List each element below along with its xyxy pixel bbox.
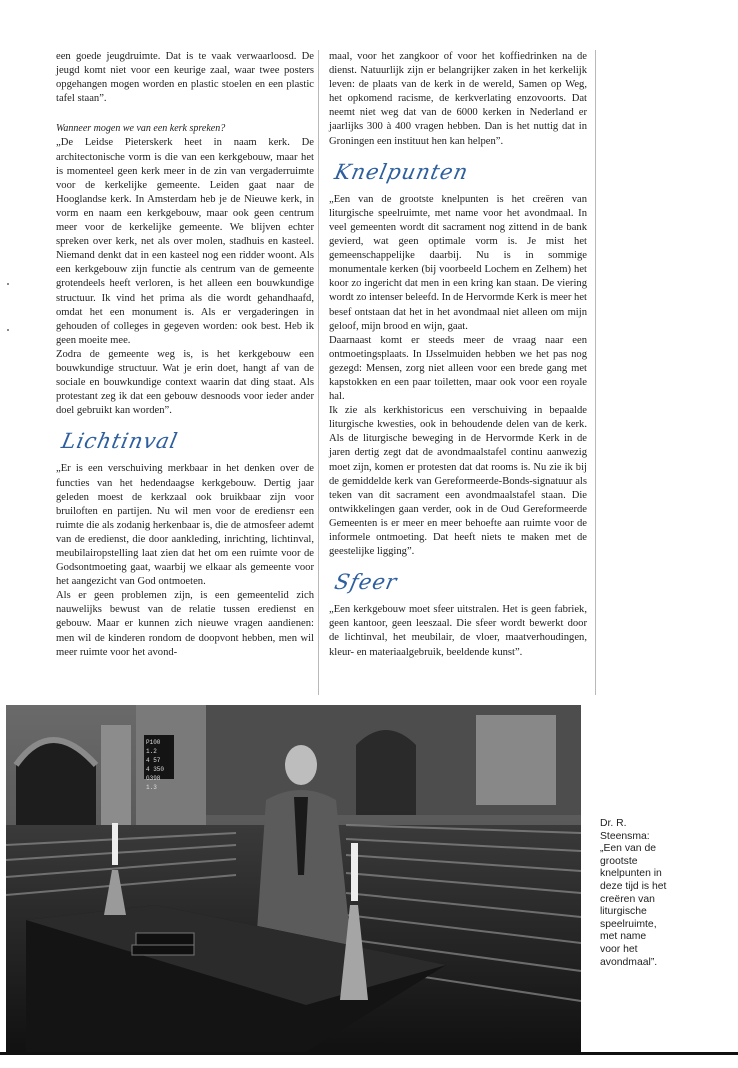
paragraph: „Er is een verschuiving merkbaar in het denken over de functies van het hedendaagse kerkgebouw. Dertig jaar geleden moest de kerkzaal ook bruikbaar zijn voor bruiloften en partijen. Nu wil men voor de erediensт een ruimte die als zodanig herkenbaar is, die de atmosfeer ademt van de eredienst, die door aankleding, inrichting, lichtinval, meubilairopstelling laat zien dat het om een ruimte voor de Godsontmoeting gaat, waarbij we elkaar als gemeente voor het aangezicht van God ontmoeten.	[56, 463, 314, 588]
bottom-rule	[0, 1052, 738, 1055]
paragraph: Ik zie als kerkhistoricus een verschuiving in bepaalde liturgische kwesties, ook in behoudende delen van de kerk. Als de liturgische beweging in de Hervormde Kerk in de jaren dertig zegt dat de avondmaalstafel continu aanwezig moet zijn, komen er protesten dat dat rooms is. Nu zie ik bij de gemiddelde kerk van Gereformeerde-Bonds-signatuur als teken van dit sacrament een avondmaalstafel staan. Die ontwikkelingen gaan verder, ook in de Oud Gereformeerde Gemeenten is er meer en meer behoefte aan ruimte voor de informele ontmoeting. Dat heeft niets te maken met de geestelijke ligging”.	[329, 405, 587, 558]
man-figure	[285, 745, 317, 785]
hymn-number: G398 1.3	[146, 775, 161, 791]
paragraph: een goede jeugdruimte. Dat is te vaak verwaarloosd. De jeugd komt niet voor een keurige zaal, waar twee posters opgehangen mogen worden en plastic stoelen en een plastic tafel staan”.	[56, 51, 314, 105]
hymn-number: 4 350	[146, 766, 165, 773]
column-divider	[318, 50, 319, 695]
photo-caption: Dr. R. Steensma: „Een van de grootste knelpunten in deze tijd is het creëren van liturgische speelruimte, met name voor het avondmaal”.	[600, 818, 667, 968]
question-heading: Wanneer mogen we van een kerk spreken?	[56, 123, 226, 135]
candle	[351, 843, 358, 901]
left-column	[56, 50, 314, 660]
candle	[112, 823, 118, 865]
hymn-board-numbers	[146, 738, 174, 792]
paragraph: „De Leidse Pieterskerk heet in naam kerk. De architectonische vorm is die van een kerkgebouw, maar het is momenteel geen kerk meer in de zin van vergaderruimte voor de kerkelijke gemeente. Leiden gaat naar de Hooglandse kerk. In Amsterdam heb je de Nieuwe kerk, in vorm en naam een kerkgebouw, maar ook geen centrum meer voor de kerkelijke gemeente. We blijven echter spreken over kerk, net als over molen, stadhuis en kasteel. Niemand denkt dat in een kasteel nog een ridder woont. Als een kerkgebouw zijn functie als centrum van de gemeente grotendeels heeft verloren, is het alleen een bouwkundige structuur. Ik vind het prima als die wordt gehandhaafd, omdat het een monument is. Als er vergaderingen in gehouden of colleges in gegeven worden: ook best. Heb ik geen moeite mee.	[56, 137, 314, 346]
paragraph: Zodra de gemeente weg is, is het kerkgebouw een bouwkundige structuur. Wat je erin doet, hangt af van de sociale en bouwkundige context waarin dat ding staat. Als protestant zeg ik dat een gebouw desnoods voor ieder ander doel gebruikt kan worden”.	[56, 348, 314, 417]
section-heading-knelpunten: Knelpunten	[332, 159, 471, 184]
margin-mark	[7, 283, 9, 285]
paragraph: „Een kerkgebouw moet sfeer uitstralen. Het is geen fabriek, geen kantoor, geen leeszaal. Die sfeer wordt bewerkt door de lichtinval, het meubilair, de vloer, maatverhoudingen, kleur- en materiaalgebruik, beeldende kunst”.	[329, 604, 587, 658]
photo-illustration	[6, 705, 581, 1052]
paragraph: Als er geen problemen zijn, is een gemeentelid zich nauwelijks bewust van de relatie tussen eredienst en gebouw. Maar er kunnen zich nieuwe vragen aandienen: men wil de kinderen rondom de doopvont hebben, men wil meer ruimte voor het avond-	[56, 590, 314, 658]
right-column	[329, 50, 587, 660]
hymn-number: P100 1.2	[146, 739, 161, 755]
paragraph: „Een van de grootste knelpunten is het creëren van liturgische speelruimte, met name voor het avondmaal. In veel gemeenten wordt dit sacrament nog zittend in de bank gevierd, wat geen optimale vorm is. Je mist het gemeenschappelijke daarbij. Nu is in sommige monumentale kerken (bij voorbeeld Lochem en Zelhem) het koor zo ingericht dat men in een kring kan staan. De viering wordt zo intenser beleefd. In de Hervormde Kerk is meer het besef ontstaan dat het in het avondmaal niet alleen om mijn geloof, mijn brood en wijn, gaat.	[329, 193, 587, 332]
margin-mark	[7, 329, 9, 331]
paragraph: Daarnaast komt er steeds meer de vraag naar een ontmoetingsplaats. In IJsselmuiden hebben we het pas nog gezegd: Mensen, zorg niet alleen voor een brede gang met kapstokken en een paar toiletten, maar ook voor een royale hal.	[329, 334, 587, 403]
hymn-number: 4 57	[146, 757, 161, 764]
paragraph: maal, voor het zangkoor of voor het koffiedrinken na de dienst. Natuurlijk zijn er belangrijker zaken in het kerkelijk leven: de plaats van de kerk in de wereld, Samen op Weg, het opkomend racisme, de kerkverlating enzovoorts. Dat neemt niet weg dat van de 6000 kerken in Nederland er jaarlijks 300 à 400 vragen hebben. Dan is het nuttig dat in Groningen een instituut hen kan helpen”.	[329, 51, 587, 147]
church-interior-photo	[6, 705, 581, 1052]
section-heading-lichtinval: Lichtinval	[59, 429, 181, 454]
column-divider	[595, 50, 596, 695]
section-heading-sfeer: Sfeer	[332, 570, 400, 595]
